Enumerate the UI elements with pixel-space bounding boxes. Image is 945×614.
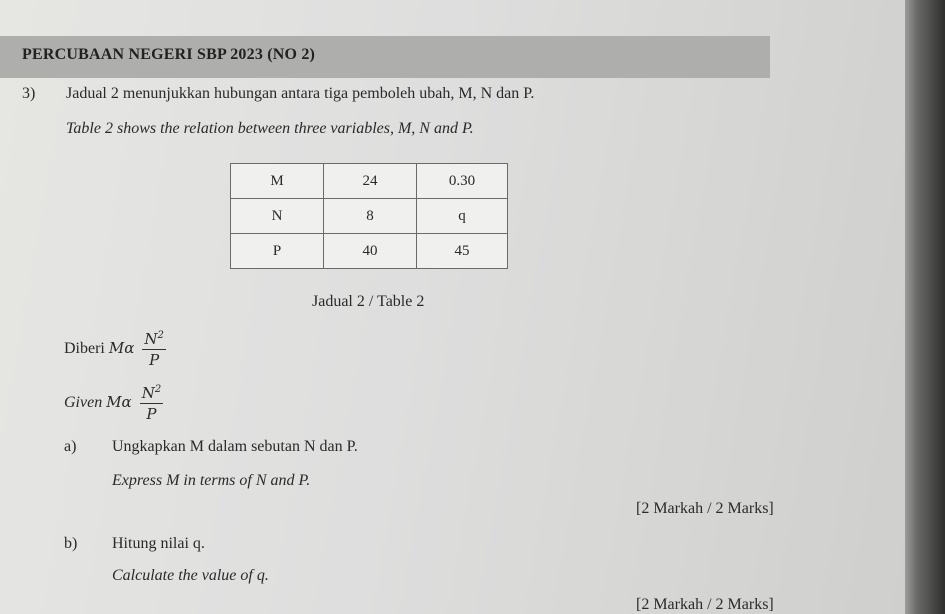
table-row [231, 164, 508, 199]
part-a-marks: [2 Markah / 2 Marks] [636, 500, 774, 517]
proportion-lhs: Mα [106, 393, 132, 412]
page-edge-shadow [905, 0, 945, 614]
table-cell: 45 [417, 234, 508, 269]
part-b-text-malay: Hitung nilai q. [112, 535, 205, 552]
given-statement-malay [64, 330, 166, 369]
part-b-marks: [2 Markah / 2 Marks] [636, 596, 774, 613]
fraction-numerator: $N^2$ [144, 330, 164, 348]
part-a-text-english: Express M in terms of N and P. [112, 472, 311, 489]
table-cell: 40 [324, 234, 417, 269]
header-band [0, 36, 770, 78]
part-b-label: b) [64, 535, 78, 552]
table-cell: M [231, 164, 324, 199]
question-text-malay: Jadual 2 menunjukkan hubungan antara tiga pemboleh ubah, M, N dan P. [66, 85, 535, 102]
table-cell: 8 [324, 199, 417, 234]
question-number: 3) [22, 85, 36, 102]
table-row [231, 234, 508, 269]
fraction [142, 330, 166, 369]
table-cell: N [231, 199, 324, 234]
proportion-lhs: Mα [108, 339, 135, 358]
part-a-text-malay: Ungkapkan M dalam sebutan N dan P. [112, 438, 358, 455]
part-b-text-english: Calculate the value of q. [112, 567, 269, 584]
fraction-numerator: $N^2$ [141, 384, 162, 402]
table-cell: 24 [324, 164, 417, 199]
exam-title: PERCUBAAN NEGERI SBP 2023 (NO 2) [22, 46, 316, 63]
given-label-english: Given [64, 394, 103, 412]
table-cell: q [417, 199, 508, 234]
fraction [140, 384, 164, 423]
table-caption: Jadual 2 / Table 2 [312, 293, 425, 310]
given-label-malay: Diberi [64, 340, 105, 358]
data-table [230, 163, 508, 269]
part-a-label: a) [64, 438, 77, 455]
table-row [231, 199, 508, 234]
fraction-denominator: P [146, 405, 157, 423]
table-cell: 0.30 [417, 164, 508, 199]
question-text-english: Table 2 shows the relation between three variables, M, N and P. [66, 120, 474, 137]
given-statement-english [64, 384, 163, 423]
fraction-denominator: P [149, 351, 160, 369]
table-cell: P [231, 234, 324, 269]
